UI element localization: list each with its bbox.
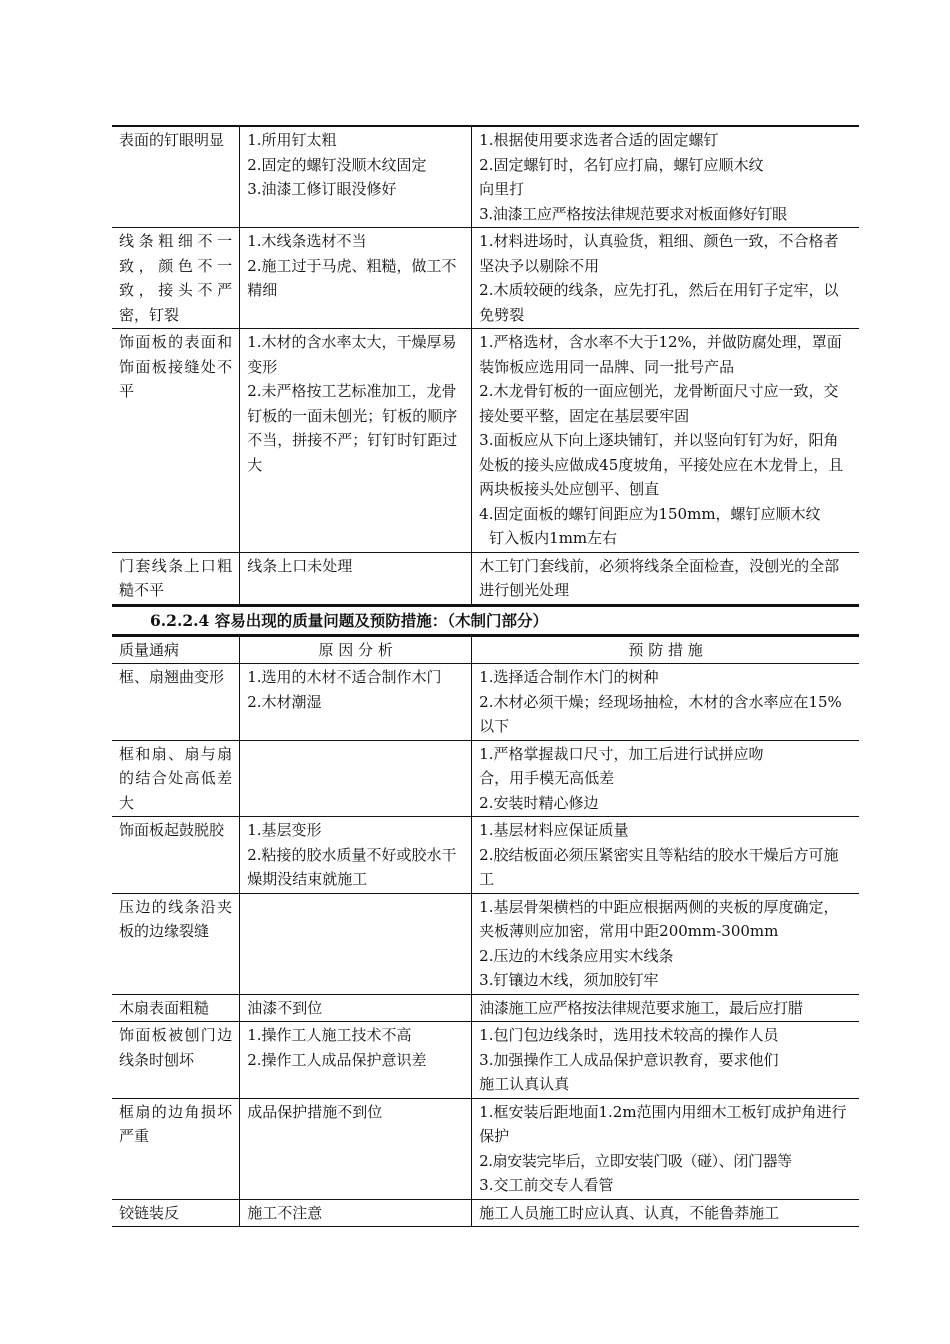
- measure-cell: [472, 228, 859, 329]
- problem-cell: 饰面板被刨门边线条时刨坏: [112, 1022, 240, 1099]
- cause-line: 1.操作工人施工技术不高: [247, 1026, 412, 1044]
- measure-line: 3.油漆工应严格按法律规范要求对板面修好钉眼: [479, 204, 787, 223]
- measure-line: 1.选择适合制作木门的树种: [479, 668, 659, 686]
- measure-line: 合，用手模无高低差: [479, 769, 615, 787]
- cause-cell: [240, 1098, 472, 1199]
- measure-line: 钉入板内1mm左右: [489, 529, 618, 547]
- table-row: [112, 1022, 859, 1099]
- cause-line: 1.基层变形: [247, 821, 322, 839]
- cause-cell: [240, 994, 472, 1022]
- measure-cell: [472, 126, 859, 228]
- table-row: [112, 329, 859, 553]
- cause-cell: [240, 1022, 472, 1099]
- measure-cell: [472, 552, 859, 604]
- measure-cell: [472, 329, 859, 553]
- quality-table-part1: [112, 125, 859, 605]
- cause-line: 2.未严格按工艺标准加工，龙骨钉板的一面未刨光；钉板的顺序不当，拼接不严；钉钉时钉距过大: [247, 382, 458, 474]
- column-header: 预 防 措 施: [472, 636, 859, 664]
- table-header-row: [112, 636, 859, 664]
- table-row: [112, 1199, 859, 1227]
- measure-line: 2.木材必须干燥；经现场抽检，木材的含水率应在15%以下: [479, 692, 842, 735]
- cause-cell: [240, 126, 472, 228]
- measure-line: 施工人员施工时应认真、认真，不能鲁莽施工: [479, 1203, 780, 1222]
- cause-cell: [240, 740, 472, 817]
- measure-line: 2.木龙骨钉板的一面应刨光，龙骨断面尺寸应一致，交接处要平整，固定在基层要牢固: [479, 382, 839, 425]
- problem-cell: 饰面板的表面和饰面板接缝处不平: [112, 329, 240, 553]
- document-page: [112, 125, 859, 1227]
- measure-line: 木工钉门套线前，必须将线条全面检查，没刨光的全部进行刨光处理: [479, 556, 840, 599]
- measure-line: 1.框安装后距地面1.2m范围内用细木工板钉成护角进行保护: [479, 1102, 847, 1145]
- cause-cell: [240, 664, 472, 741]
- measure-line: 2.扇安装完毕后，立即安装门吸（碰）、闭门器等: [479, 1151, 792, 1170]
- problem-cell: 饰面板起鼓脱胶: [112, 817, 240, 894]
- section-heading: 6.2.2.4 容易出现的质量问题及预防措施：（木制门部分）: [112, 605, 859, 636]
- cause-line: 2.粘接的胶水质量不好或胶水干燥期没结束就施工: [247, 845, 457, 888]
- table-row: [112, 1098, 859, 1199]
- cause-cell: [240, 228, 472, 329]
- cause-line: 1.选用的木材不适合制作木门: [247, 668, 442, 686]
- measure-line: 2.固定螺钉时，名钉应打扁，螺钉应顺木纹: [479, 155, 764, 174]
- measure-line: 3.面板应从下向上逐块铺钉，并以竖向钉钉为好，阳角处板的接头应做成45度坡角，平接处应在木龙骨上，且两块板接头处应刨平、刨直: [479, 431, 844, 498]
- measure-line: 1.基层材料应保证质量: [479, 821, 629, 839]
- measure-cell: [472, 994, 859, 1022]
- measure-cell: [472, 740, 859, 817]
- measure-line: 3.交工前交专人看管: [479, 1176, 614, 1194]
- problem-cell: 框和扇、扇与扇的结合处高低差大: [112, 740, 240, 817]
- cause-line: 成品保护措施不到位: [247, 1102, 383, 1121]
- cause-line: 油漆不到位: [247, 998, 323, 1017]
- measure-line: 3.加强操作工人成品保护意识教育，要求他们: [479, 1050, 779, 1069]
- problem-cell: 压边的线条沿夹板的边缘裂缝: [112, 893, 240, 994]
- cause-cell: [240, 817, 472, 894]
- cause-cell: [240, 552, 472, 604]
- cause-line: 1.所用钉太粗: [247, 131, 337, 149]
- problem-cell: 铰链装反: [112, 1199, 240, 1227]
- measure-cell: [472, 817, 859, 894]
- problem-cell: 线条粗细不一致，颜色不一致，接头不严密，钉裂: [112, 228, 240, 329]
- problem-cell: 门套线条上口粗糙不平: [112, 552, 240, 604]
- measure-line: 施工认真认真: [479, 1075, 570, 1093]
- cause-line: 2.固定的螺钉没顺木纹固定: [247, 155, 427, 174]
- table-row: [112, 893, 859, 994]
- measure-line: 油漆施工应严格按法律规范要求施工，最后应打腊: [479, 998, 803, 1017]
- measure-cell: [472, 1022, 859, 1099]
- cause-cell: [240, 1199, 472, 1227]
- table-row: [112, 994, 859, 1022]
- cause-line: 施工不注意: [247, 1203, 323, 1222]
- measure-cell: [472, 664, 859, 741]
- problem-cell: 框扇的边角损坏严重: [112, 1098, 240, 1199]
- column-header: 原 因 分 析: [240, 636, 472, 664]
- measure-cell: [472, 1098, 859, 1199]
- problem-cell: 表面的钉眼明显: [112, 126, 240, 228]
- measure-line: 1.严格选材，含水率不大于12%，并做防腐处理，罩面装饰板应选用同一品牌、同一批号产品: [479, 333, 842, 376]
- measure-line: 1.基层骨架横档的中距应根据两侧的夹板的厚度确定，夹板薄则应加密，常用中距200mm-300mm: [479, 897, 839, 940]
- table-row: [112, 664, 859, 741]
- measure-line: 向里打: [479, 180, 525, 198]
- measure-line: 4.固定面板的螺钉间距应为150mm，螺钉应顺木纹: [479, 504, 821, 523]
- measure-line: 1.包门包边线条时，选用技术较高的操作人员: [479, 1026, 779, 1044]
- measure-cell: [472, 893, 859, 994]
- measure-line: 1.根据使用要求选者合适的固定螺钉: [479, 131, 719, 149]
- table-row: [112, 552, 859, 604]
- measure-line: 1.材料进场时，认真验货，粗细、颜色一致，不合格者坚决予以剔除不用: [479, 232, 839, 275]
- table-row: [112, 817, 859, 894]
- cause-line: 2.操作工人成品保护意识差: [247, 1050, 427, 1069]
- cause-line: 2.施工过于马虎、粗糙，做工不精细: [247, 256, 457, 299]
- measure-line: 1.严格掌握裁口尺寸，加工后进行试拼应吻: [479, 744, 764, 763]
- table-row: [112, 228, 859, 329]
- table-row: [112, 740, 859, 817]
- cause-line: 2.木材潮湿: [247, 692, 322, 711]
- cause-line: 线条上口未处理: [247, 556, 353, 575]
- measure-line: 2.压边的木线条应用实木线条: [479, 946, 674, 965]
- problem-cell: 框、扇翘曲变形: [112, 664, 240, 741]
- measure-line: 2.木质较硬的线条，应先打孔，然后在用钉子定牢，以免劈裂: [479, 281, 839, 324]
- cause-line: 1.木线条选材不当: [247, 232, 367, 250]
- problem-cell: 木扇表面粗糙: [112, 994, 240, 1022]
- cause-cell: [240, 893, 472, 994]
- measure-cell: [472, 1199, 859, 1227]
- cause-line: 1.木材的含水率太大，干燥厚易变形: [247, 333, 457, 376]
- measure-line: 2.安装时精心修边: [479, 793, 599, 812]
- cause-line: 3.油漆工修订眼没修好: [247, 180, 397, 198]
- quality-table-wooden-doors: [112, 636, 859, 1228]
- measure-line: 2.胶结板面必须压紧密实且等粘结的胶水干燥后方可施工: [479, 845, 839, 888]
- table-row: [112, 126, 859, 228]
- cause-cell: [240, 329, 472, 553]
- measure-line: 3.钉镶边木线，须加胶钉牢: [479, 971, 659, 989]
- column-header: 质量通病: [112, 636, 240, 664]
